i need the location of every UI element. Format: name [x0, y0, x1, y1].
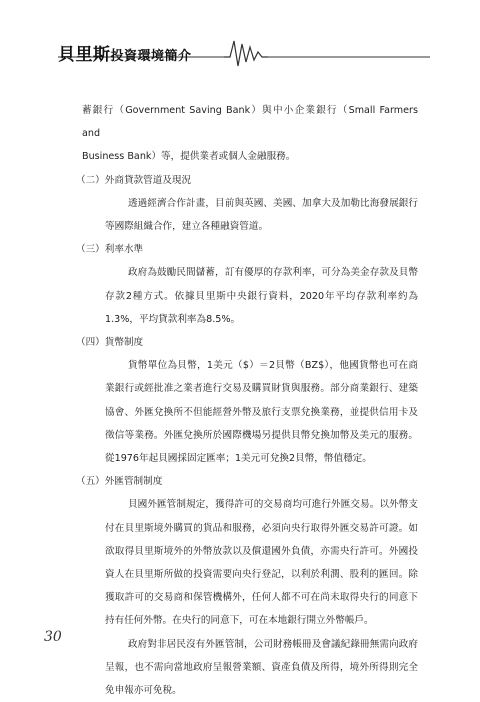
section-paragraph-6: 政府對非居民沒有外匯管制，公司財務帳冊及會議紀錄冊無需向政府呈報，也不需向當地政府呈報營業額、資產負債及所得，境外所得則完全免申報亦可免稅。	[105, 638, 418, 697]
paragraph-continued	[59, 99, 418, 169]
page-header	[0, 0, 480, 80]
document-body	[76, 99, 418, 702]
header-title-sub: 投資環境簡介	[110, 49, 192, 64]
section-heading-5: （五）外匯管制制度	[76, 476, 163, 488]
section-heading-2: （二）外商貸款管道及現況	[76, 174, 192, 186]
section-paragraph-5: 貝國外匯管制規定，獲得許可的交易商均可進行外匯交易。以外幣支付在貝里斯境外購買的貨品和服務，必須向央行取得外匯交易許可證。如欲取得貝里斯境外的外幣放款以及償還國外負債，亦需央行許可。外國投資人在貝里斯所做的投資需要向央行登記，以利於利潤、股利的匯回。除獲取許可的交易商和保管機構外，任何人都不可在尚未取得央行的同意下持有任何外幣。在央行的同意下，可在本地銀行開立外幣帳戶。	[105, 499, 418, 627]
paragraph-line: 蓄銀行（Government Saving Bank）與中小企業銀行（Small Farmers and	[82, 105, 418, 140]
section-paragraph-2: 透過經濟合作計畫，目前與英國、美國、加拿大及加勒比海發展銀行等國際組織合作，建立各種融資管道。	[105, 197, 418, 233]
section-heading-4: （四）貨幣制度	[76, 337, 144, 349]
header-title-main: 貝里斯	[58, 45, 111, 65]
section-paragraph-3: 政府為鼓勵民間儲蓄，訂有優厚的存款利率，可分為美金存款及貝幣存款2種方式。依據貝里斯中央銀行資料，2020年平均存款利率約為1.3%，平均貸款利率為8.5%。	[105, 267, 418, 325]
section-heading-3: （三）利率水準	[76, 244, 144, 256]
header-title	[58, 40, 192, 65]
paragraph-line: Business Bank）等，提供業者或個人金融服務。	[82, 151, 296, 163]
page-number: 30	[44, 629, 62, 645]
section-paragraph-4: 貨幣單位為貝幣，1美元（$）＝2貝幣（BZ$），他國貨幣也可在商業銀行或經批准之業者進行交易及購買財貨與服務。部分商業銀行、建築協會、外匯兌換所不但能經營外幣及旅行支票兌換業務，並提供信用卡及徵信等業務。外匯兌換所於國際機場另提供貝幣兌換加幣及美元的服務。從1976年起貝國採固定匯率；1美元可兌換2貝幣，幣值穩定。	[105, 360, 418, 465]
heartbeat-wave-icon	[224, 41, 268, 66]
